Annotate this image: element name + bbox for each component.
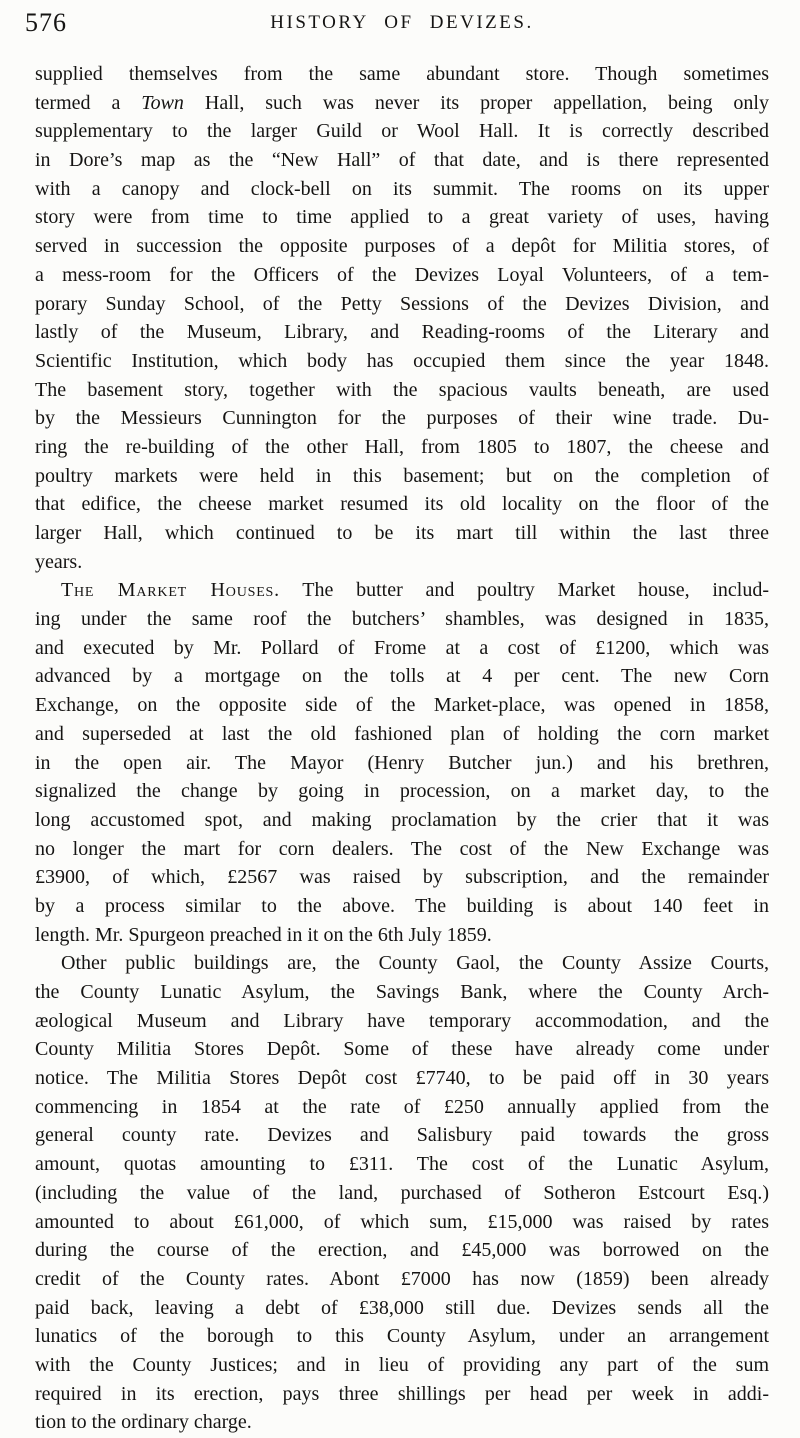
page-text	[35, 60, 769, 1437]
text-line: by the Messieurs Cunnington for the purposes of their wine trade. Du-	[35, 407, 769, 430]
text-line: æological Museum and Library have temporary accommodation, and the	[35, 1009, 769, 1032]
page-header	[25, 8, 769, 38]
text-line: The Market Houses. The butter and poultry Market house, includ-	[61, 579, 769, 602]
text-line: poultry markets were held in this basement; but on the completion of	[35, 464, 769, 487]
text-line: lunatics of the borough to this County Asylum, under an arrangement	[35, 1325, 769, 1348]
text-line: amounted to about £61,000, of which sum, £15,000 was raised by rates	[35, 1210, 769, 1233]
text-line: The basement story, together with the spacious vaults beneath, are used	[35, 378, 769, 401]
text-line: lastly of the Museum, Library, and Reading-rooms of the Literary and	[35, 321, 769, 344]
text-line: Scientific Institution, which body has occupied them since the year 1848.	[35, 349, 769, 372]
text-line: the County Lunatic Asylum, the Savings Bank, where the County Arch-	[35, 981, 769, 1003]
text-line: years.	[35, 550, 83, 573]
text-line: required in its erection, pays three shillings per head per week in addi-	[35, 1382, 769, 1405]
page-number: 576	[25, 8, 67, 37]
text-line: long accustomed spot, and making proclamation by the crier that it was	[35, 808, 769, 831]
text-line: with the County Justices; and in lieu of providing any part of the sum	[35, 1353, 769, 1376]
running-title: HISTORY OF DEVIZES.	[270, 12, 534, 33]
text-line: County Militia Stores Depôt. Some of these have already come under	[35, 1038, 769, 1061]
text-line: ring the re-building of the other Hall, from 1805 to 1807, the cheese and	[35, 435, 769, 458]
text-line: supplied themselves from the same abundant store. Though sometimes	[35, 63, 769, 85]
text-line: and executed by Mr. Pollard of Frome at a cost of £1200, which was	[35, 636, 769, 659]
text-line: served in succession the opposite purposes of a depôt for Militia stores, of	[35, 235, 769, 258]
text-line: and superseded at last the old fashioned plan of holding the corn market	[35, 722, 769, 745]
text-line: no longer the mart for corn dealers. The cost of the New Exchange was	[35, 837, 769, 860]
text-line: amount, quotas amounting to £311. The cost of the Lunatic Asylum,	[35, 1153, 769, 1176]
text-line: termed a Town Hall, such was never its proper appellation, being only	[35, 91, 769, 114]
text-line: porary Sunday School, of the Petty Sessions of the Devizes Division, and	[35, 292, 769, 315]
text-line: £3900, of which, £2567 was raised by subscription, and the remainder	[35, 866, 769, 889]
text-line: with a canopy and clock-bell on its summit. The rooms on its upper	[35, 177, 769, 200]
text-line: length. Mr. Spurgeon preached in it on the 6th July 1859.	[35, 923, 492, 946]
text-line: general county rate. Devizes and Salisbury paid towards the gross	[35, 1124, 769, 1147]
text-line: in the open air. The Mayor (Henry Butcher jun.) and his brethren,	[35, 751, 769, 774]
text-line: supplementary to the larger Guild or Wool Hall. It is correctly described	[35, 120, 769, 143]
text-line: (including the value of the land, purchased of Sotheron Estcourt Esq.)	[35, 1181, 769, 1204]
text-line: a mess-room for the Officers of the Devizes Loyal Volunteers, of a tem-	[35, 263, 769, 286]
text-line: signalized the change by going in procession, on a market day, to the	[35, 780, 769, 803]
text-line: during the course of the erection, and £45,000 was borrowed on the	[35, 1239, 769, 1262]
text-line: larger Hall, which continued to be its mart till within the last three	[35, 522, 769, 544]
text-line: story were from time to time applied to a great variety of uses, having	[35, 206, 769, 229]
text-line: advanced by a mortgage on the tolls at 4 per cent. The new Corn	[35, 665, 769, 688]
text-line: tion to the ordinary charge.	[35, 1411, 252, 1434]
text-line: Other public buildings are, the County Gaol, the County Assize Courts,	[61, 952, 769, 975]
text-line: that edifice, the cheese market resumed its old locality on the floor of the	[35, 493, 769, 516]
text-line: Exchange, on the opposite side of the Market-place, was opened in 1858,	[35, 694, 769, 717]
text-line: credit of the County rates. Abont £7000 has now (1859) been already	[35, 1267, 769, 1290]
text-line: ing under the same roof the butchers’ shambles, was designed in 1835,	[35, 608, 769, 631]
text-line: commencing in 1854 at the rate of £250 annually applied from the	[35, 1095, 769, 1118]
text-line: by a process similar to the above. The building is about 140 feet in	[35, 894, 769, 917]
text-line: notice. The Militia Stores Depôt cost £7740, to be paid off in 30 years	[35, 1067, 769, 1090]
text-line: in Dore’s map as the “New Hall” of that date, and is there represented	[35, 149, 769, 172]
text-line: paid back, leaving a debt of £38,000 still due. Devizes sends all the	[35, 1296, 769, 1319]
